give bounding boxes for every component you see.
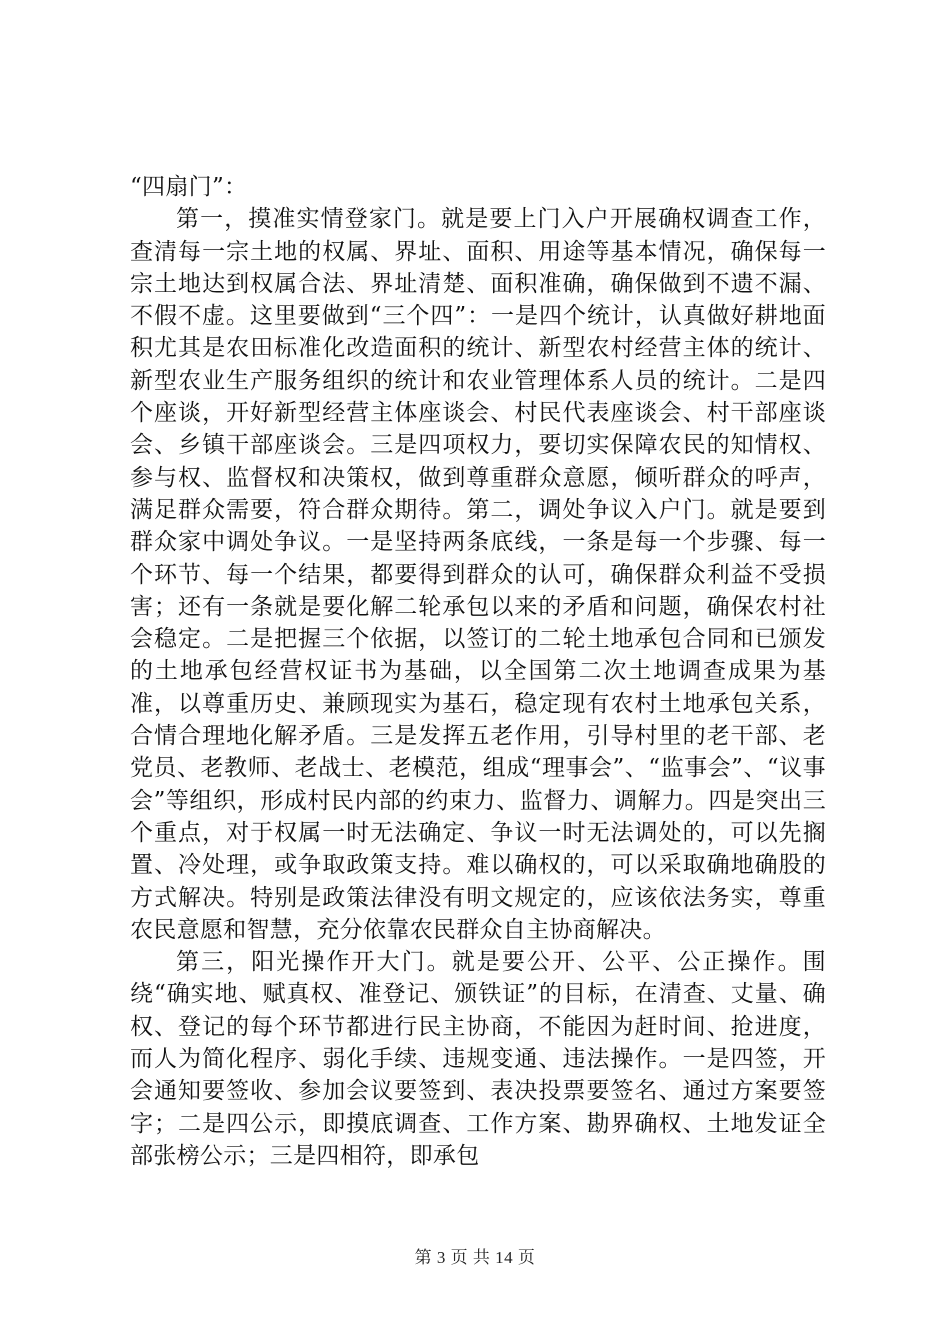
document-body <box>130 171 826 1172</box>
page-number-footer: 第 3 页 共 14 页 <box>414 1248 536 1267</box>
paragraph-2: 第三，阳光操作开大门。就是要公开、公平、公正操作。围绕“确实地、赋真权、准登记、颁铁证”的目标，在清查、丈量、确权、登记的每个环节都进行民主协商，不能因为赶时间、抢进度，而人为简化程序、弱化手续、违规变通、违法操作。一是四签，开会通知要签收、参加会议要签到、表决投票要签名、通过方案要签字；二是四公示，即摸底调查、工作方案、勘界确权、土地发证全部张榜公示；三是四相符，即承包 <box>130 949 826 1169</box>
paragraph-1: 第一，摸准实情登家门。就是要上门入户开展确权调查工作，查清每一宗土地的权属、界址、面积、用途等基本情况，确保每一宗土地达到权属合法、界址清楚、面积准确，确保做到不遗不漏、不假不虚。这里要做到“三个四”：一是四个统计，认真做好耕地面积尤其是农田标准化改造面积的统计、新型农村经营主体的统计、新型农业生产服务组织的统计和农业管理体系人员的统计。二是四个座谈，开好新型经营主体座谈会、村民代表座谈会、村干部座谈会、乡镇干部座谈会。三是四项权力，要切实保障农民的知情权、参与权、监督权和决策权，做到尊重群众意愿，倾听群众的呼声，满足群众需要，符合群众期待。第二，调处争议入户门。就是要到群众家中调处争议。一是坚持两条底线，一条是每一个步骤、每一个环节、每一个结果，都要得到群众的认可，确保群众利益不受损害；还有一条就是要化解二轮承包以来的矛盾和问题，确保农村社会稳定。二是把握三个依据，以签订的二轮土地承包合同和已颁发的土地承包经营权证书为基础，以全国第二次土地调查成果为基准，以尊重历史、兼顾现实为基石，稳定现有农村土地承包关系，合情合理地化解矛盾。三是发挥五老作用，引导村里的老干部、老党员、老教师、老战士、老模范，组成“理事会”、“监事会”、“议事会”等组织，形成村民内部的约束力、监督力、调解力。四是突出三个重点，对于权属一时无法确定、争议一时无法调处的，可以先搁置、冷处理，或争取政策支持。难以确权的，可以采取确地确股的方式解决。特别是政策法律没有明文规定的，应该依法务实，尊重农民意愿和智慧，充分依靠农民群众自主协商解决。 <box>130 206 826 943</box>
heading-line: “四扇门”： <box>130 174 248 200</box>
